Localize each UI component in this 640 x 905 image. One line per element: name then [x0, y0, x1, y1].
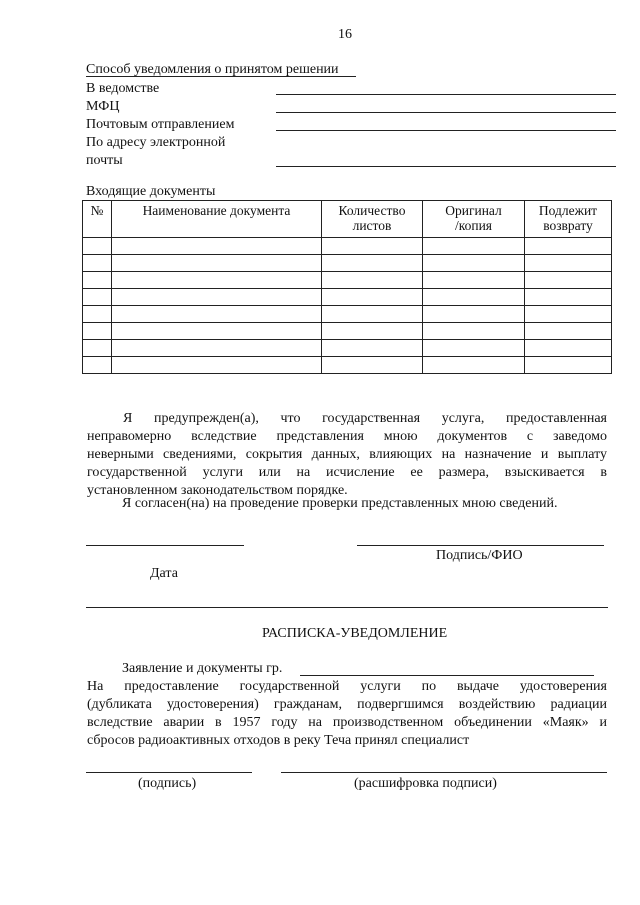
table-row	[83, 306, 612, 323]
option-office: В ведомстве	[86, 81, 160, 96]
table-header-row	[83, 201, 612, 238]
option-office-field[interactable]	[276, 94, 616, 95]
receipt-line-2: (дубликата удостоверения) гражданам, подвергшимся воздействию радиации	[87, 697, 607, 712]
option-email-field[interactable]	[276, 166, 616, 167]
documents-table	[82, 200, 612, 374]
col-doc-name: Наименование документа	[112, 201, 322, 238]
option-post-field[interactable]	[276, 130, 616, 131]
col-number: №	[83, 201, 112, 238]
col-original	[423, 201, 525, 238]
date-label: Дата	[150, 566, 178, 581]
table-row	[83, 238, 612, 255]
receipt-line-1: На предоставление государственной услуги по выдаче удостоверения	[87, 679, 607, 694]
col-return-line2: возврату	[543, 218, 593, 233]
col-quantity-line2: листов	[352, 218, 392, 233]
warning-line-3: неверными сведениями, сокрытия данных, влияющих на назначение и выплату	[87, 447, 607, 462]
col-return	[525, 201, 612, 238]
sign-label: (подпись)	[138, 776, 197, 791]
decode-label: (расшифровка подписи)	[354, 776, 497, 791]
table-row	[83, 272, 612, 289]
receipt-line-4: сбросов радиоактивных отходов в реку Теча принял специалист	[87, 733, 470, 748]
notification-title: Способ уведомления о принятом решении	[86, 62, 339, 77]
col-original-line1: Оригинал	[445, 203, 502, 218]
warning-line-1: Я предупрежден(а), что государственная услуга, предоставленная	[123, 411, 607, 426]
option-email-line2: почты	[86, 153, 123, 168]
consent-text: Я согласен(на) на проведение проверки представленных мною сведений.	[122, 496, 558, 511]
separator-line	[86, 607, 608, 608]
warning-line-5: установленном законодательством порядке.	[87, 483, 348, 498]
warning-line-2: неправомерно вследствие представления мною документов с заведомо	[87, 429, 607, 444]
specialist-name-field[interactable]	[281, 772, 607, 773]
applicant-name-field[interactable]	[300, 675, 594, 676]
receipt-line-3: вследствие аварии в 1957 году на производственном объединении «Маяк» и	[87, 715, 607, 730]
warning-line-4: государственной услуги или на исчисление ее размера, взыскивается в	[87, 465, 607, 480]
col-quantity-line1: Количество	[338, 203, 406, 218]
table-row	[83, 323, 612, 340]
signature-label: Подпись/ФИО	[436, 548, 523, 563]
page-number: 16	[338, 27, 352, 42]
col-quantity	[322, 201, 423, 238]
option-mfc: МФЦ	[86, 99, 120, 114]
option-email-line1: По адресу электронной	[86, 135, 226, 150]
incoming-title: Входящие документы	[86, 184, 216, 199]
specialist-sign-field[interactable]	[86, 772, 252, 773]
option-mfc-field[interactable]	[276, 112, 616, 113]
table-row	[83, 255, 612, 272]
applicant-label: Заявление и документы гр.	[122, 661, 283, 676]
table-row	[83, 340, 612, 357]
option-post: Почтовым отправлением	[86, 117, 235, 132]
title-underline	[86, 76, 356, 77]
date-field[interactable]	[86, 545, 244, 546]
col-original-line2: /копия	[454, 218, 493, 233]
table-row	[83, 357, 612, 374]
signature-field[interactable]	[357, 545, 604, 546]
receipt-title: РАСПИСКА-УВЕДОМЛЕНИЕ	[262, 626, 448, 641]
table-row	[83, 289, 612, 306]
col-return-line1: Подлежит	[538, 203, 598, 218]
